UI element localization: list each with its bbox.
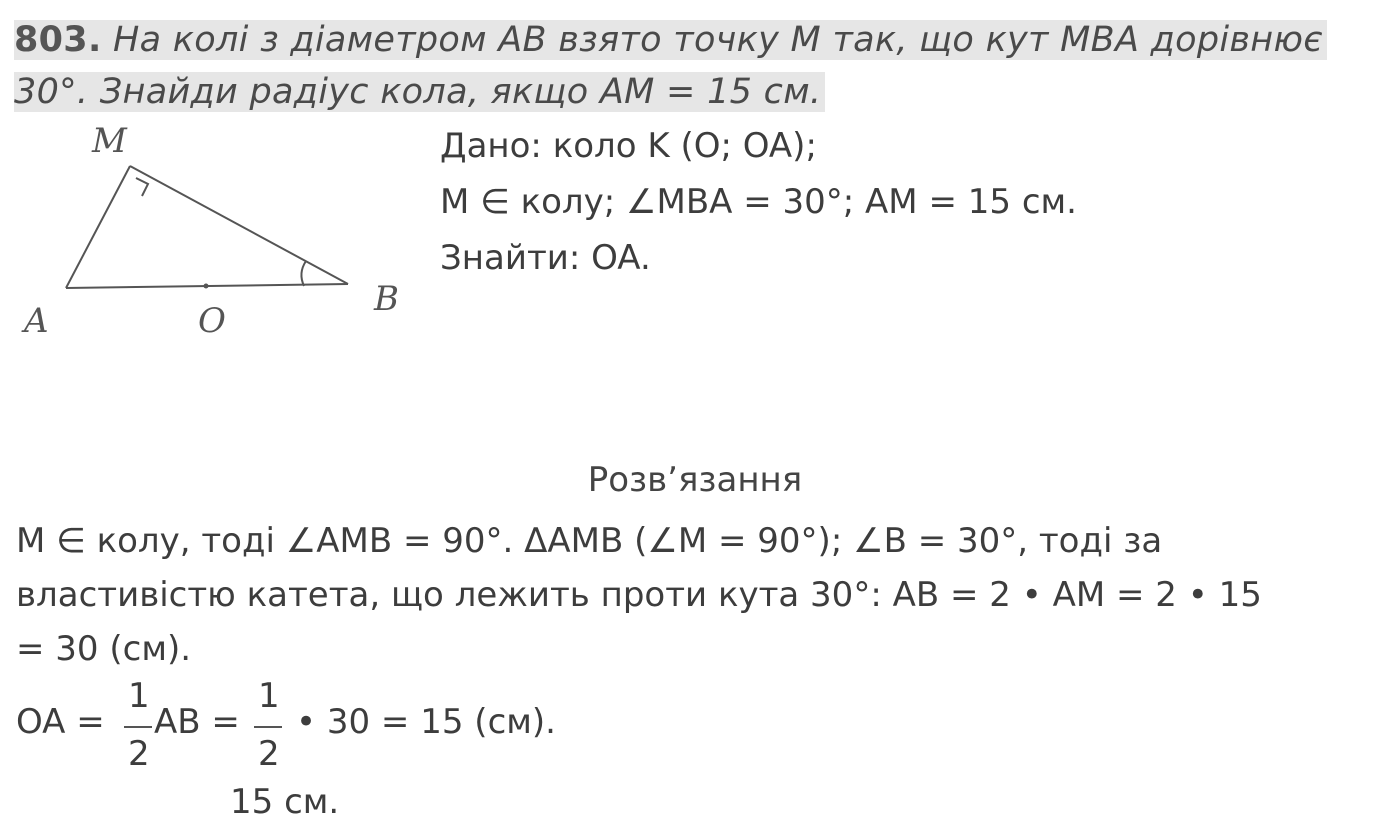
- given-block: [440, 118, 1077, 286]
- solution-line-2: властивістю катета, що лежить проти кута 30°: AB = 2 • AM = 2 • 15: [16, 575, 1262, 615]
- given-line-1: Дано: коло K (O; OA);: [440, 126, 817, 166]
- answer: 15 см.: [230, 782, 340, 822]
- solution-text: [16, 514, 1376, 676]
- right-angle-mark: [136, 178, 148, 196]
- segment-am: [66, 166, 130, 288]
- task-line-2: 30°. Знайди радіус кола, якщо AM = 15 см.: [14, 72, 825, 112]
- formula-rhs: • 30 = 15 (см).: [296, 702, 556, 742]
- formula-mid: AB =: [154, 702, 240, 742]
- fraction-1-numerator: 1: [128, 676, 150, 716]
- fraction-2-denominator: 2: [258, 734, 280, 774]
- fraction-1-denominator: 2: [128, 734, 150, 774]
- fraction-2-numerator: 1: [258, 676, 280, 716]
- label-m: M: [92, 121, 127, 161]
- solution-title: Розв’язання: [587, 460, 803, 500]
- fraction-2-bar: [254, 726, 282, 728]
- solution-line-3: = 30 (см).: [16, 629, 192, 669]
- solution-line-1: M ∈ колу, тоді ∠AMB = 90°. ΔAMB (∠M = 90°); ∠B = 30°, тоді за: [16, 521, 1163, 561]
- given-line-3: Знайти: OA.: [440, 238, 651, 278]
- label-a: A: [24, 301, 49, 341]
- task-statement: [14, 14, 1374, 118]
- fraction-1-bar: [124, 726, 152, 728]
- formula-lhs: OA =: [16, 702, 105, 742]
- segment-mb: [130, 166, 348, 284]
- task-line-1: На колі з діаметром AB взято точку M так, що кут MBA дорівнює: [113, 20, 1323, 60]
- label-o: O: [198, 301, 226, 341]
- center-point-o: [204, 284, 209, 289]
- angle-b-arc: [301, 261, 306, 286]
- task-number: 803.: [14, 20, 102, 60]
- label-b: B: [374, 279, 399, 319]
- triangle-figure: [18, 118, 418, 348]
- given-line-2: M ∈ колу; ∠MBA = 30°; AM = 15 см.: [440, 182, 1077, 222]
